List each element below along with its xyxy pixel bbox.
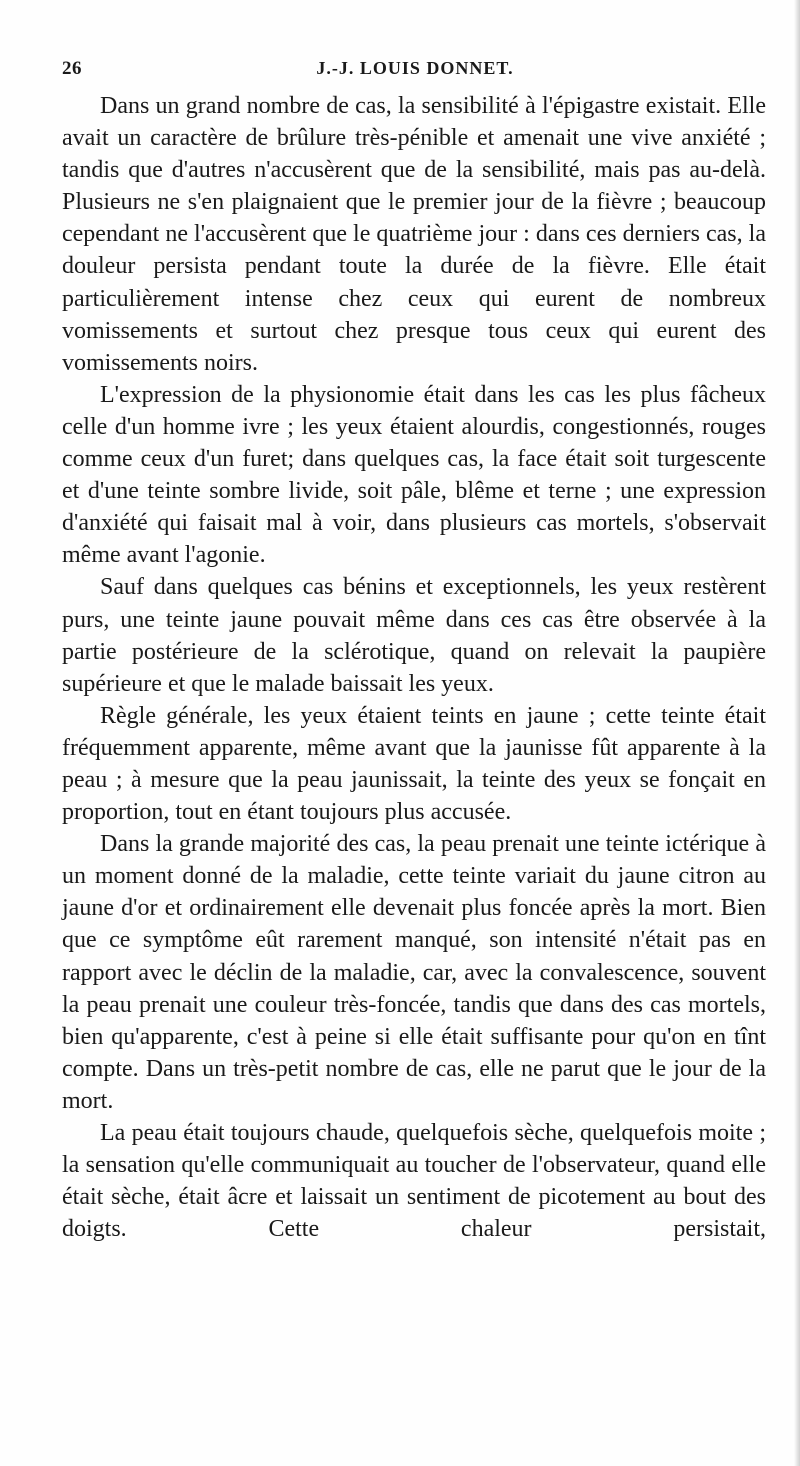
paragraph-facial-expression: L'expression de la physionomie était dans les cas les plus fâcheux celle d'un homme ivre ; les yeux étaient alourdis, congestionnés, rouges comme ceux d'un furet; dans quelques cas, la face était soit turgescente et d'une teinte sombre livide, soit pâle, blême et terne ; une expression d'anxiété qui faisait mal à voir, dans plusieurs cas mortels, s'observait même avant l'agonie.	[62, 381, 766, 569]
paragraph-skin-heat: La peau était toujours chaude, quelquefois sèche, quelquefois moite ; la sensation qu'elle communiquait au toucher de l'observateur, quand elle était sèche, était âcre et laissait un sentiment de picotement au bout des doigts. Cette chaleur persistait,	[62, 1120, 766, 1243]
page-number: 26	[62, 58, 82, 79]
body-text	[62, 90, 766, 1245]
paragraph-eyes-clear: Sauf dans quelques cas bénins et exceptionnels, les yeux restèrent purs, une teinte jaune pouvait même dans ces cas être observée à la partie postérieure de la sclérotique, quand on relevait la paupière supérieure et que le malade baissait les yeux.	[62, 574, 766, 697]
page-header	[62, 58, 768, 88]
paragraph-epigastric-sensitivity: Dans un grand nombre de cas, la sensibilité à l'épigastre existait. Elle avait un caractère de brûlure très-pénible et amenait une vive anxiété ; tandis que d'autres n'accusèrent que de la sensibilité, mais pas au-delà. Plusieurs ne s'en plaignaient que le premier jour de la fièvre ; beaucoup cependant ne l'accusèrent que le quatrième jour : dans ces derniers cas, la douleur persista pendant toute la durée de la fièvre. Elle était particulièrement intense chez ceux qui eurent de nombreux vomissements et surtout chez presque tous ceux qui eurent des vomissements noirs.	[62, 93, 766, 376]
paragraph-skin-icteric: Dans la grande majorité des cas, la peau prenait une teinte ictérique à un moment donné de la maladie, cette teinte variait du jaune citron au jaune d'or et ordinairement elle devenait plus foncée après la mort. Bien que ce symptôme eût rarement manqué, son intensité n'était pas en rapport avec le déclin de la maladie, car, avec la convalescence, souvent la peau prenait une couleur très-foncée, tandis que dans des cas mortels, bien qu'apparente, c'est à peine si elle était suffisante pour qu'on en tînt compte. Dans un très-petit nombre de cas, elle ne parut que le jour de la mort.	[62, 831, 766, 1114]
paragraph-eyes-yellow: Règle générale, les yeux étaient teints en jaune ; cette teinte était fréquemment apparente, même avant que la jaunisse fût apparente à la peau ; à mesure que la peau jaunissait, la teinte des yeux se fonçait en proportion, tout en étant toujours plus accusée.	[62, 702, 766, 826]
running-title: J.-J. LOUIS DONNET.	[316, 58, 514, 78]
page-edge-shadow	[794, 0, 800, 1466]
